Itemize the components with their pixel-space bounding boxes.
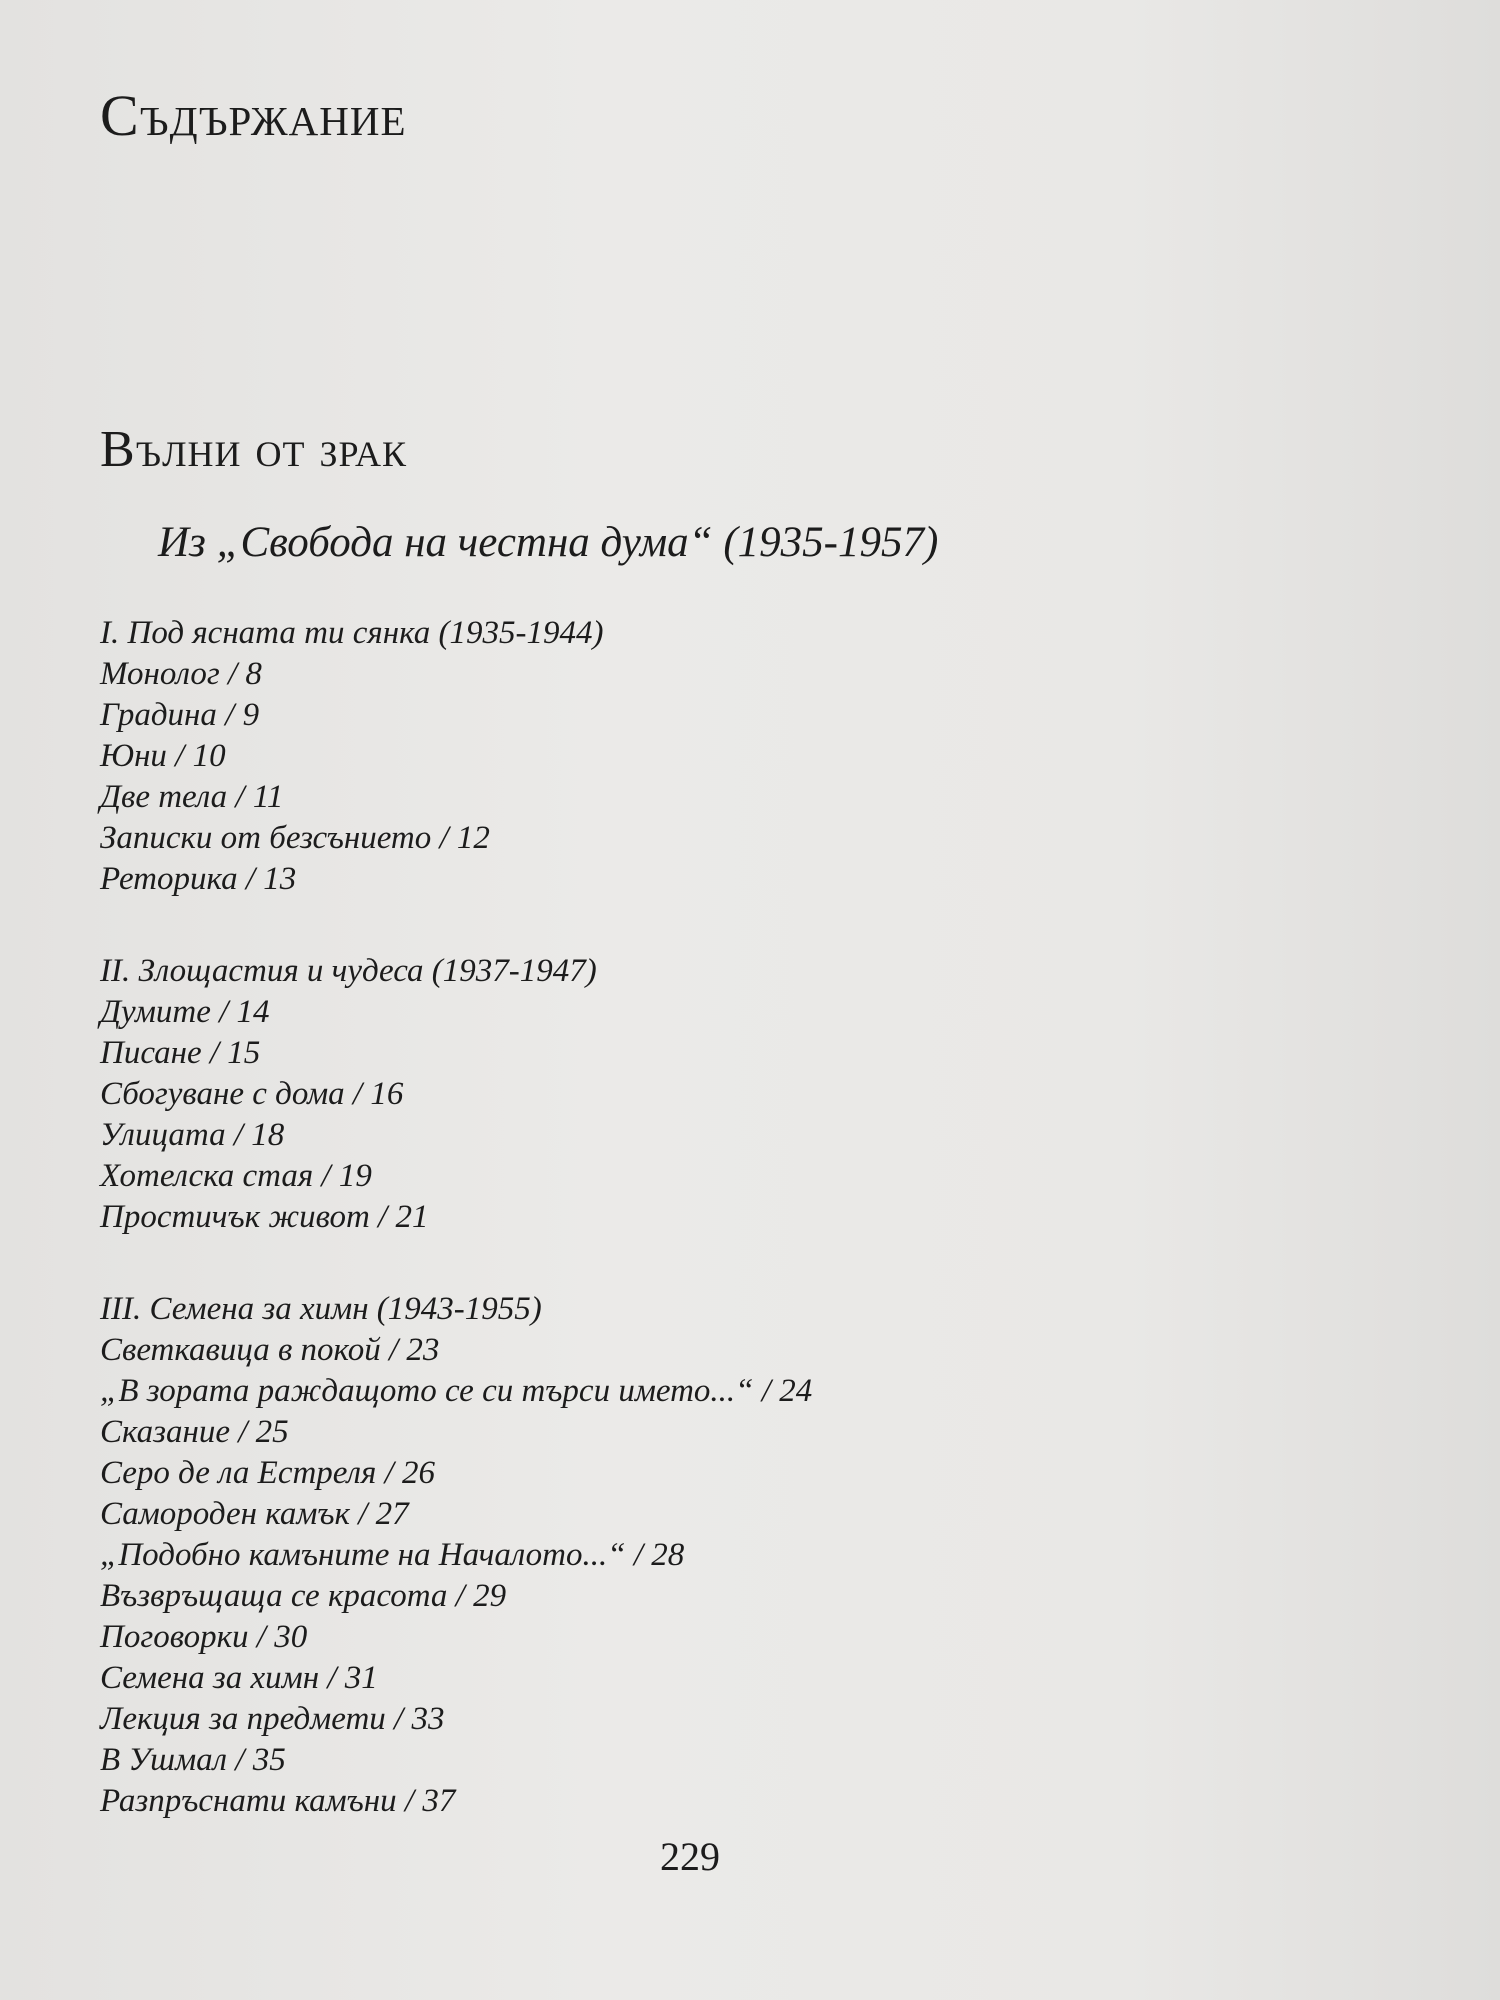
collection-title: Из „Свобода на честна дума“ (1935-1957) [158,519,939,566]
toc-entry: Писане / 15 [100,1035,261,1071]
toc-entry: Простичък живот / 21 [100,1199,429,1235]
page-number: 229 [660,1834,720,1879]
toc-entry: Думите / 14 [100,994,270,1030]
toc-entry: Лекция за предмети / 33 [100,1701,445,1737]
section-title: II. Злощастия и чудеса (1937-1947) [100,953,597,989]
toc-entry: Монолог / 8 [100,656,262,692]
toc-sections [100,612,1100,1872]
book-title: Вълни от зрак [100,421,407,478]
toc-entry: Поговорки / 30 [100,1619,308,1655]
section-title: III. Семена за химн (1943-1955) [100,1291,542,1327]
entry-list [100,992,1100,1238]
entry-list [100,1330,1100,1822]
entry-list [100,654,1100,900]
toc-entry: Юни / 10 [100,738,226,774]
toc-entry: Серо де ла Естреля / 26 [100,1455,436,1491]
toc-entry: Сказание / 25 [100,1414,289,1450]
toc-entry: Семена за химн / 31 [100,1660,378,1696]
toc-section-1 [100,612,1100,900]
section-title: I. Под ясната ти сянка (1935-1944) [100,615,604,651]
toc-section-2 [100,950,1100,1238]
toc-entry: Реторика / 13 [100,861,297,897]
toc-entry: Градина / 9 [100,697,260,733]
toc-entry: Светкавица в покой / 23 [100,1332,440,1368]
toc-section-3 [100,1288,1100,1822]
toc-entry: Разпръснати камъни / 37 [100,1783,456,1819]
toc-entry: Записки от безсънието / 12 [100,820,490,856]
toc-entry: Сбогуване с дома / 16 [100,1076,404,1112]
contents-heading: Съдържание [100,83,407,148]
toc-entry: Възвръщаща се красота / 29 [100,1578,507,1614]
toc-entry: Самороден камък / 27 [100,1496,409,1532]
toc-entry: „Подобно камъните на Началото...“ / 28 [100,1537,685,1573]
toc-entry: Улицата / 18 [100,1117,285,1153]
toc-entry: Две тела / 11 [100,779,284,815]
toc-entry: В Ушмал / 35 [100,1742,286,1778]
toc-entry: Хотелска стая / 19 [100,1158,372,1194]
toc-entry: „В зората раждащото се си търси името...“ / 24 [100,1373,813,1409]
